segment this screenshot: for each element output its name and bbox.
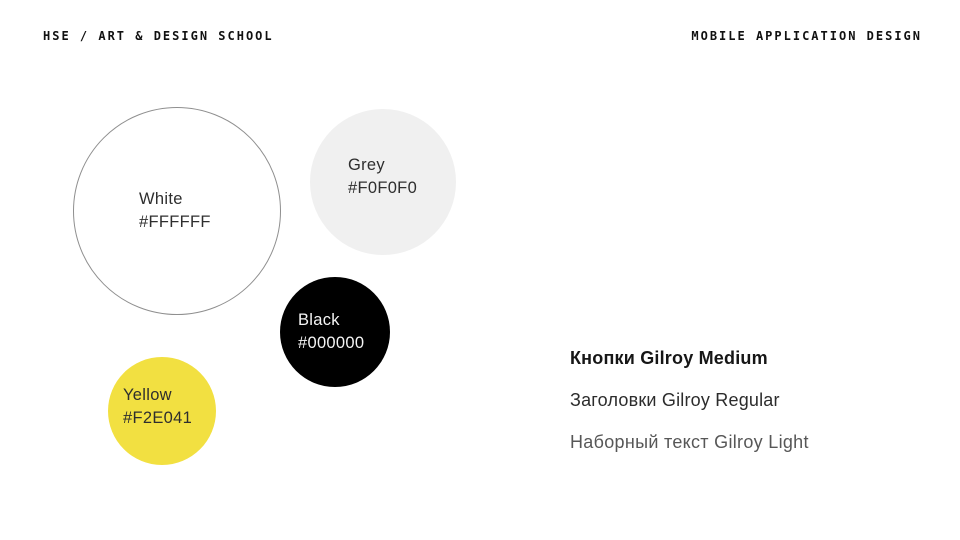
swatch-black-hex: #000000: [298, 334, 365, 352]
swatch-grey-name: Grey: [348, 156, 385, 174]
header-project-label: MOBILE APPLICATION DESIGN: [691, 29, 922, 43]
swatch-yellow-name: Yellow: [123, 386, 172, 404]
swatch-black-text: [298, 309, 390, 355]
swatch-yellow-text: [123, 384, 216, 430]
swatch-white-text: [139, 188, 280, 234]
color-swatch-white: [73, 107, 281, 315]
color-swatch-black: [280, 277, 390, 387]
swatch-black-name: Black: [298, 311, 340, 329]
swatch-yellow-hex: #F2E041: [123, 409, 193, 427]
swatch-white-hex: #FFFFFF: [139, 213, 211, 231]
typography-buttons-spec: Кнопки Gilroy Medium: [570, 348, 768, 368]
typography-body-spec: Наборный текст Gilroy Light: [570, 432, 809, 452]
color-swatch-yellow: [108, 357, 216, 465]
header-school-label: HSE / ART & DESIGN SCHOOL: [43, 29, 274, 43]
color-swatch-grey: [310, 109, 456, 255]
typography-headings-spec: Заголовки Gilroy Regular: [570, 390, 780, 410]
swatch-grey-hex: #F0F0F0: [348, 179, 418, 197]
swatch-grey-text: [348, 154, 456, 200]
swatch-white-name: White: [139, 190, 183, 208]
